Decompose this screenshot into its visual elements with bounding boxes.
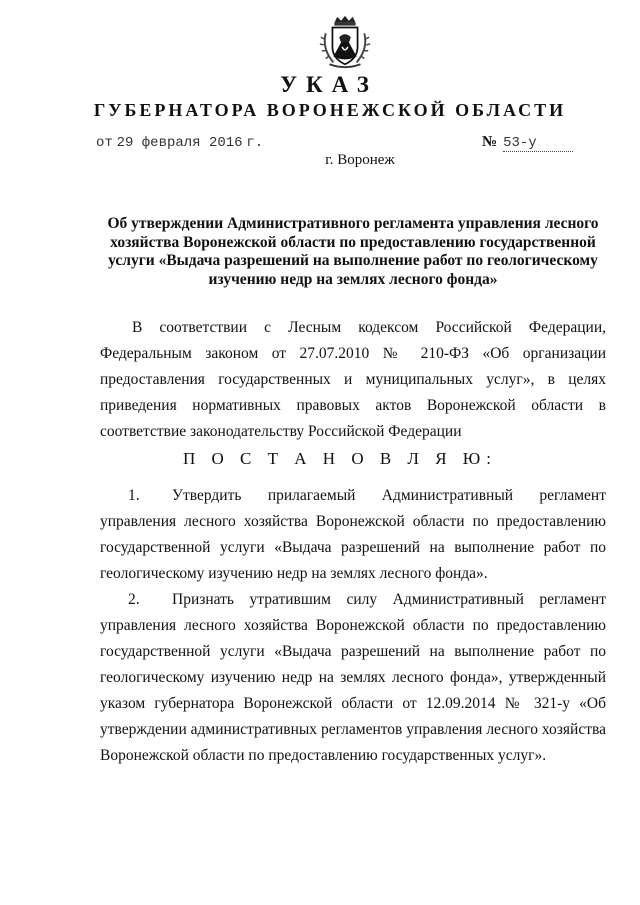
item-text: Признать утратившим силу Административный регламент управления лесного хозяйства Воронежской области по предоставлению государственной услуги «Выдача разрешений на выполнение работ по геологическому изучению недр на землях лесного фонда», утвержденный указом губернатора Воронежской области от 12.09.2014 № 321-у «Об утверждении административных регламентов управления лесного хозяйства Воронежской области по предоставлению государственных услуг». <box>100 591 606 764</box>
document-heading: Об утверждении Административного регламента управления лесного хозяйства Воронежской области по предоставлению государственной услуги «Выдача разрешений на выполнение работ по геологическому изучению недр на землях лесного фонда» <box>107 215 599 288</box>
number-value: 53-у <box>503 135 573 152</box>
document-date <box>96 134 263 151</box>
date-value: 29 февраля 2016 <box>116 135 243 151</box>
decree-item <box>100 483 606 587</box>
date-prefix: от <box>96 135 113 151</box>
item-text: Утвердить прилагаемый Административный регламент управления лесного хозяйства Воронежской области по предоставлению государственной услуги «Выдача разрешений на выполнение работ по геологическому изучению недр на землях лесного фонда». <box>100 487 606 582</box>
document-type-title: УКАЗ <box>280 72 378 97</box>
city-line: г. Воронеж <box>325 152 395 168</box>
preamble-paragraph: В соответствии с Лесным кодексом Российской Федерации, Федеральным законом от 27.07.2010 № 210-ФЗ «Об организации предоставления государственных и муниципальных услуг», в целях приведения нормативных правовых актов Воронежской области в соответствие законодательству Российской Федерации <box>100 319 606 440</box>
item-number: 1. <box>128 487 140 504</box>
issuer-subtitle: ГУБЕРНАТОРА ВОРОНЕЖСКОЙ ОБЛАСТИ <box>93 100 567 120</box>
number-label: № <box>482 134 498 150</box>
document-number <box>482 134 573 151</box>
item-number: 2. <box>128 591 140 608</box>
decree-item <box>100 587 606 769</box>
date-suffix: г. <box>246 135 264 151</box>
voronezh-coat-of-arms-icon <box>316 14 374 72</box>
decree-word: П О С Т А Н О В Л Я Ю: <box>182 449 497 468</box>
